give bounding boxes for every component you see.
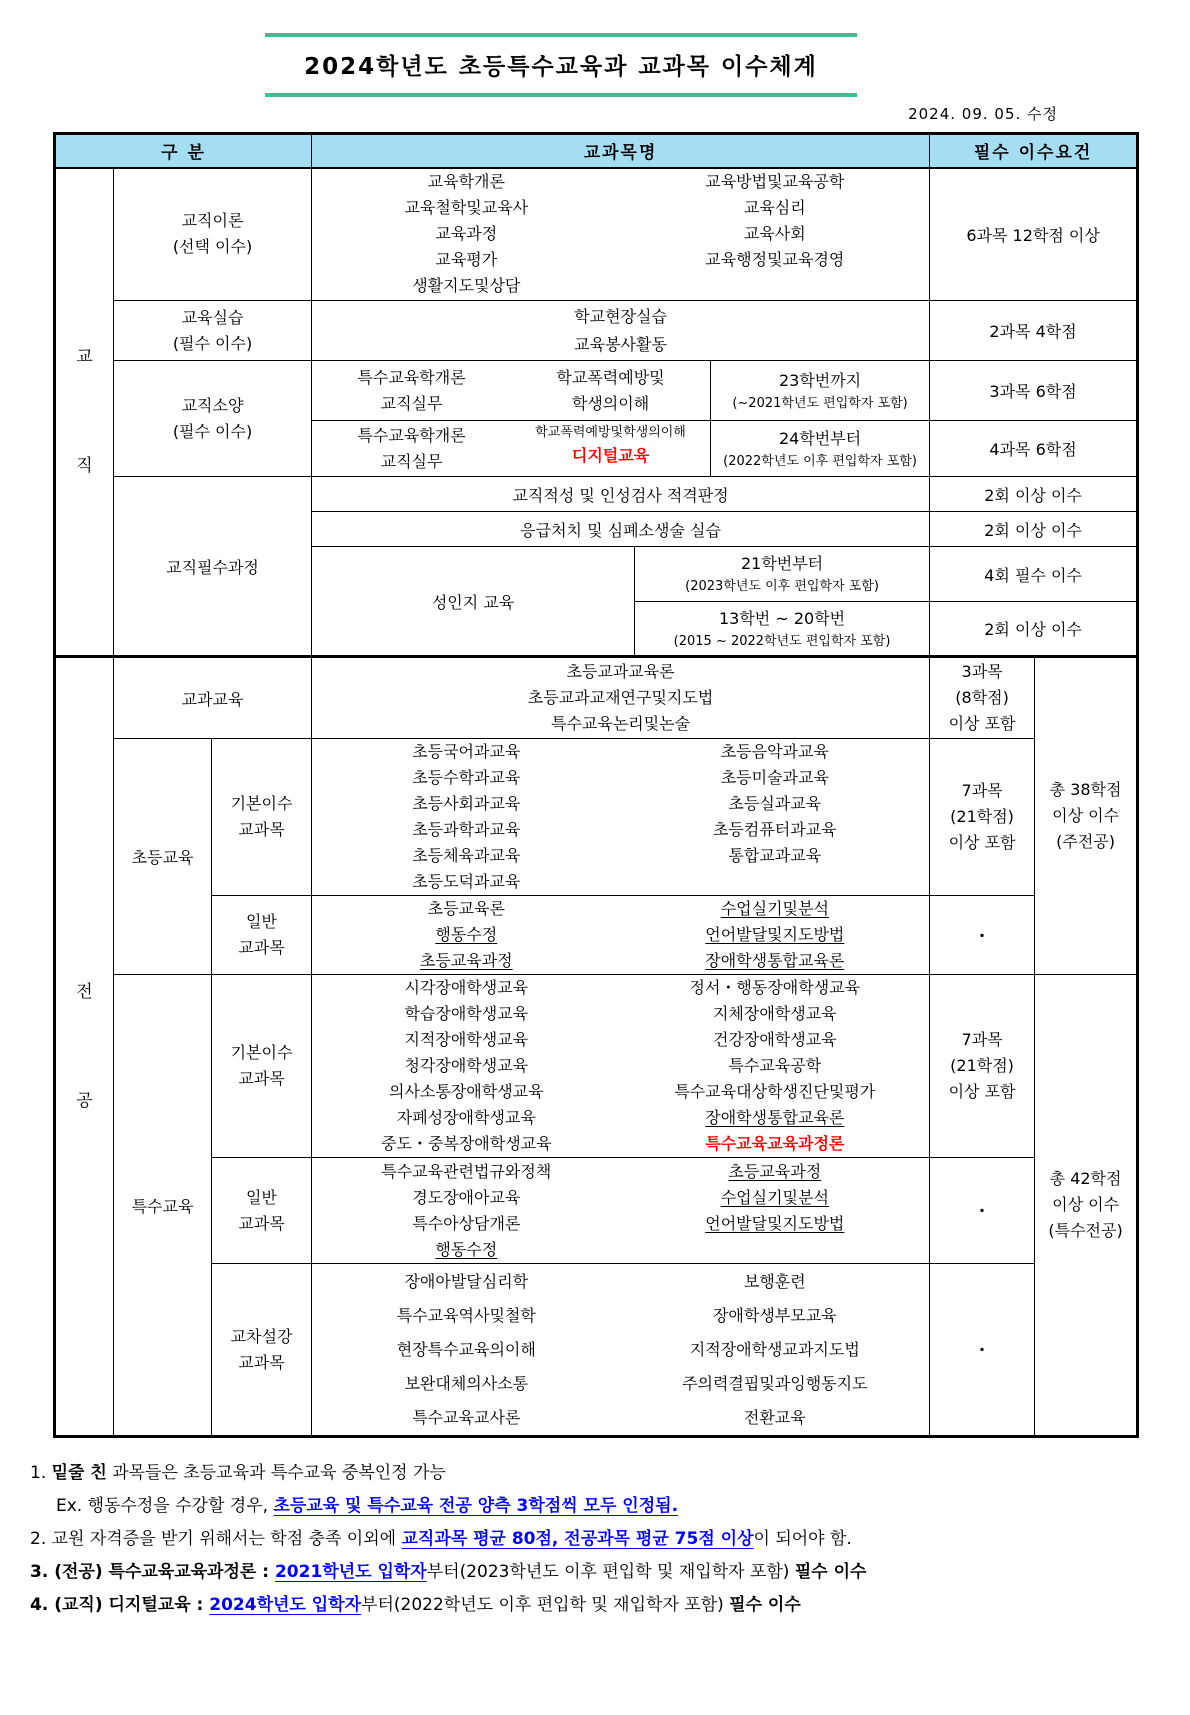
courses-cross-listed: 장애아발달심리학 특수교육역사및철학 현장특수교육의이해 보완대체의사소통 특수교육교사론 보행훈련 장애학생부모교육 지적장애학생교과지도법 주의력결핍및과잉행동지도 전환교육 [312, 1264, 930, 1437]
category-soyang: 교직소양 (필수 이수) [114, 361, 312, 477]
req-gender-21: 4회 필수 이수 [930, 547, 1138, 602]
cohort-gender-13: 13학번 ~ 20학번 (2015 ~ 2022학년도 편입학자 포함) [635, 602, 930, 657]
req-cpr: 2회 이상 이수 [930, 512, 1138, 547]
category-required-course: 교직필수과정 [114, 477, 312, 657]
courses-special-general: 특수교육관련법규와정책 경도장애아교육 특수아상담개론 행동수정 초등교육과정 수업실기및분석 언어발달및지도방법 [312, 1158, 930, 1264]
req-aptitude: 2회 이상 이수 [930, 477, 1138, 512]
header-course: 교과목명 [312, 134, 930, 168]
req-special-basic: 7과목 (21학점) 이상 포함 [930, 975, 1035, 1158]
category-subject-edu: 교과교육 [114, 657, 312, 739]
category-special: 특수교육 [114, 975, 212, 1437]
courses-soyang-24: 특수교육학개론 교직실무 학교폭력예방및학생의이해 디지털교육 [312, 421, 711, 477]
footnotes [30, 1457, 1190, 1622]
req-theory: 6과목 12학점 이상 [930, 168, 1138, 301]
total-special-major: 총 42학점 이상 이수 (특수전공) [1035, 975, 1138, 1437]
page-title: 2024학년도 초등특수교육과 교과목 이수체계 [304, 54, 818, 80]
footnote-2: 2. 교원 자격증을 받기 위해서는 학점 충족 이외에 교직과목 평균 80점, 전공과목 평균 75점 이상이 되어야 함. [30, 1529, 852, 1549]
section-label-jeongong [55, 657, 114, 1437]
courses-theory-right: 교육방법및교육공학 교육심리 교육사회 교육행정및교육경영 [705, 172, 845, 270]
courses-practice: 학교현장실습 교육봉사활동 [312, 301, 930, 361]
req-gender-13: 2회 이상 이수 [930, 602, 1138, 657]
subcategory-special-general: 일반 교과목 [212, 1158, 312, 1264]
footnote-4: 4. (교직) 디지털교육 : 2024학년도 입학자부터(2022학년도 이후 편입학 및 재입학자 포함) 필수 이수 [30, 1595, 801, 1615]
title-block [265, 33, 857, 97]
req-soyang-23: 3과목 6학점 [930, 361, 1138, 421]
courses-elem-general: 초등교육론 행동수정 초등교육과정 수업실기및분석 언어발달및지도방법 장애학생통합교육론 [312, 896, 930, 975]
cohort-gender-21: 21학번부터 (2023학년도 이후 편입학자 포함) [635, 547, 930, 602]
revision-date: 2024. 09. 05. 수정 [908, 105, 1058, 123]
footnote-3: 3. (전공) 특수교육교육과정론 : 2021학년도 입학자부터(2023학년도 이후 편입학 및 재입학자 포함) 필수 이수 [30, 1562, 867, 1582]
courses-theory-left: 교육학개론 교육철학및교육사 교육과정 교육평가 생활지도및상담 [404, 172, 529, 296]
cohort-soyang-23: 23학번까지 (~2021학년도 편입학자 포함) [711, 361, 930, 421]
category-elementary: 초등교육 [114, 739, 212, 975]
courses-soyang-23: 특수교육학개론 교직실무 학교폭력예방및 학생의이해 [312, 361, 711, 421]
curriculum-table [53, 132, 1139, 1438]
req-subject-edu: 3과목 (8학점) 이상 포함 [930, 657, 1035, 739]
courses-theory [312, 168, 930, 301]
courses-subject-edu: 초등교과교육론 초등교과교재연구및지도법 특수교육논리및논술 [312, 657, 930, 739]
req-soyang-24: 4과목 6학점 [930, 421, 1138, 477]
gyojik-vertical-text: 교 직 [76, 346, 93, 476]
subcategory-cross-listed: 교차설강 교과목 [212, 1264, 312, 1437]
jeongong-vertical-text: 전 공 [76, 981, 93, 1111]
section-label-gyojik [55, 168, 114, 657]
req-elem-general: ・ [930, 896, 1035, 975]
subcategory-special-basic: 기본이수 교과목 [212, 975, 312, 1158]
footnote-1-example: Ex. 행동수정을 수강할 경우, 초등교육 및 특수교육 전공 양측 3학점씩 모두 인정됨. [56, 1496, 679, 1516]
header-category: 구 분 [55, 134, 312, 168]
title-rule-bottom [265, 93, 857, 97]
course-aptitude: 교직적성 및 인성검사 적격판정 [312, 477, 930, 512]
course-gender-edu: 성인지 교육 [312, 547, 635, 657]
req-elem-basic: 7과목 (21학점) 이상 포함 [930, 739, 1035, 896]
courses-special-basic: 시각장애학생교육 학습장애학생교육 지적장애학생교육 청각장애학생교육 의사소통장애학생교육 자폐성장애학생교육 중도・중복장애학생교육 정서・행동장애학생교육 지체장애학생교육 건강장애학생교육 특수교육공학 특수교육대상학생진단및평가 장애학생통합교육론 특수교육교육과정론 [312, 975, 930, 1158]
req-cross-listed: ・ [930, 1264, 1035, 1437]
req-special-general: ・ [930, 1158, 1035, 1264]
category-theory: 교직이론 (선택 이수) [114, 168, 312, 301]
total-major: 총 38학점 이상 이수 (주전공) [1035, 657, 1138, 975]
category-practice: 교육실습 (필수 이수) [114, 301, 312, 361]
subcategory-elem-basic: 기본이수 교과목 [212, 739, 312, 896]
footnote-1: 1. 밑줄 친 과목들은 초등교육과 특수교육 중복인정 가능 [30, 1463, 446, 1483]
cohort-soyang-24: 24학번부터 (2022학년도 이후 편입학자 포함) [711, 421, 930, 477]
header-requirement: 필수 이수요건 [930, 134, 1138, 168]
course-cpr: 응급처치 및 심폐소생술 실습 [312, 512, 930, 547]
subcategory-elem-general: 일반 교과목 [212, 896, 312, 975]
courses-elem-basic: 초등국어과교육 초등수학과교육 초등사회과교육 초등과학과교육 초등체육과교육 초등도덕과교육 초등음악과교육 초등미술과교육 초등실과교육 초등컴퓨터과교육 통합교과교육 [312, 739, 930, 896]
req-practice: 2과목 4학점 [930, 301, 1138, 361]
